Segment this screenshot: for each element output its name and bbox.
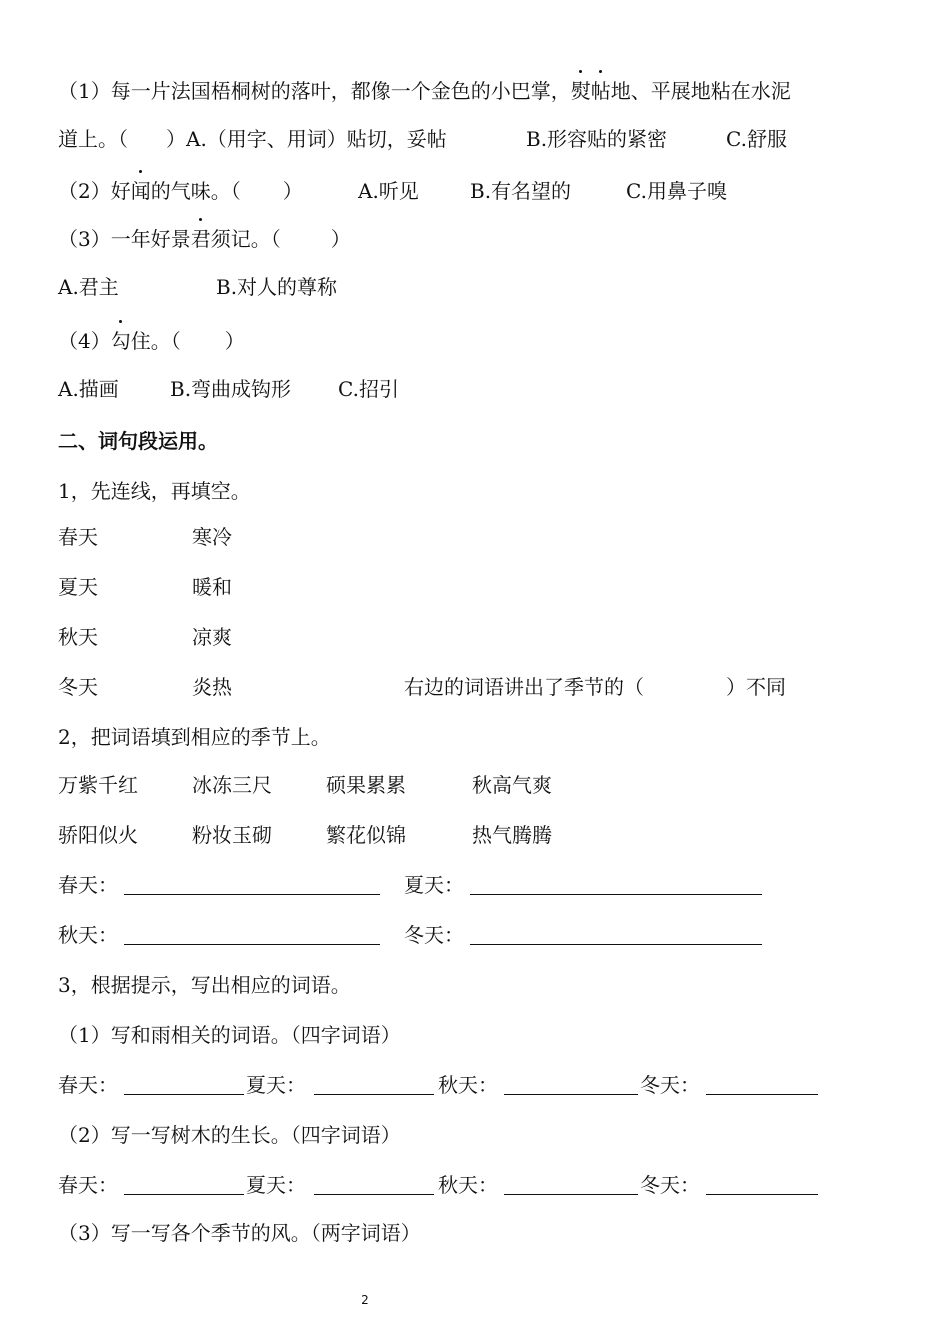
season-label: 春天： bbox=[58, 1073, 118, 1097]
dotted-char: 帖 bbox=[590, 79, 611, 103]
paren-close: ） bbox=[330, 227, 351, 251]
task3-sub3: （3）写一写各个季节的风。（两字词语） bbox=[58, 1221, 421, 1245]
task2-title: 2，把词语填到相应的季节上。 bbox=[58, 725, 331, 749]
match-word[interactable]: 炎热 bbox=[192, 675, 232, 699]
word-bank-item: 粉妆玉砌 bbox=[192, 823, 272, 847]
word-bank-item: 冰冻三尺 bbox=[192, 773, 272, 797]
season-label: 秋天： bbox=[58, 923, 118, 947]
task3-sub1: （1）写和雨相关的词语。（四字词语） bbox=[58, 1023, 401, 1047]
option-b: B.形容贴的紧密 bbox=[526, 127, 668, 151]
season-label: 冬天： bbox=[404, 923, 464, 947]
season-word[interactable]: 夏天 bbox=[58, 575, 98, 599]
task3-sub2: （2）写一写树木的生长。（四字词语） bbox=[58, 1123, 401, 1147]
answer-line[interactable] bbox=[470, 944, 762, 945]
answer-line[interactable] bbox=[504, 1194, 638, 1195]
fill-sentence-post: ）不同 bbox=[726, 675, 786, 699]
match-word[interactable]: 寒冷 bbox=[192, 525, 232, 549]
dotted-char: 君 bbox=[190, 227, 211, 251]
task1-title: 1，先连线，再填空。 bbox=[58, 479, 251, 503]
word-bank-item: 硕果累累 bbox=[326, 773, 406, 797]
fill-sentence bbox=[404, 674, 786, 700]
q1-item4-line bbox=[58, 328, 245, 354]
q1-item2-text: 的气味。（ bbox=[150, 179, 241, 203]
answer-line[interactable] bbox=[706, 1094, 818, 1095]
paren-close: ） bbox=[224, 329, 245, 353]
answer-line[interactable] bbox=[314, 1194, 434, 1195]
option-b: B.弯曲成钩形 bbox=[170, 377, 292, 401]
section-heading: 二、词句段运用。 bbox=[58, 429, 218, 453]
q1-item1-text: 地、平展地粘在水泥 bbox=[610, 79, 791, 103]
q1-item4-text: （4） bbox=[58, 329, 111, 353]
q1-item1-prompt: 道上。（ bbox=[58, 127, 128, 151]
page-number: 2 bbox=[361, 1293, 369, 1307]
season-label: 春天： bbox=[58, 1173, 118, 1197]
option-b: B.有名望的 bbox=[470, 179, 572, 203]
answer-line[interactable] bbox=[504, 1094, 638, 1095]
option-c: C.舒服 bbox=[726, 127, 787, 151]
season-label: 冬天： bbox=[640, 1073, 700, 1097]
q1-item4-text: 住。（ bbox=[130, 329, 181, 353]
q1-item1-text: （1）每一片法国梧桐树的落叶，都像一个金色的小巴掌， bbox=[58, 79, 571, 103]
season-label: 夏天： bbox=[246, 1173, 306, 1197]
dotted-char: 熨 bbox=[570, 79, 591, 103]
q1-item2-text: （2）好 bbox=[58, 179, 131, 203]
answer-line[interactable] bbox=[470, 894, 762, 895]
match-word[interactable]: 凉爽 bbox=[192, 625, 232, 649]
season-label: 冬天： bbox=[640, 1173, 700, 1197]
season-label: 秋天： bbox=[438, 1073, 498, 1097]
option-a: A.君主 bbox=[58, 275, 119, 299]
season-word[interactable]: 秋天 bbox=[58, 625, 98, 649]
season-word[interactable]: 春天 bbox=[58, 525, 98, 549]
option-c: C.用鼻子嗅 bbox=[626, 179, 727, 203]
fill-sentence-pre: 右边的词语讲出了季节的（ bbox=[404, 675, 644, 699]
answer-line[interactable] bbox=[124, 1194, 244, 1195]
word-bank-item: 热气腾腾 bbox=[472, 823, 552, 847]
paren-close: ） bbox=[282, 179, 303, 203]
season-label: 夏天： bbox=[246, 1073, 306, 1097]
season-label: 春天： bbox=[58, 873, 118, 897]
q1-item3-text: （3）一年好景 bbox=[58, 227, 191, 251]
task3-title: 3，根据提示，写出相应的词语。 bbox=[58, 973, 351, 997]
q1-item3-text: 须记。（ bbox=[210, 227, 281, 251]
season-label: 夏天： bbox=[404, 873, 464, 897]
option-b: B.对人的尊称 bbox=[216, 275, 338, 299]
q1-item3-line bbox=[58, 226, 351, 252]
option-a: A.听见 bbox=[358, 179, 419, 203]
match-word[interactable]: 暖和 bbox=[192, 575, 232, 599]
option-a: ）A.（用字、用词）贴切，妥帖 bbox=[166, 127, 447, 151]
season-word[interactable]: 冬天 bbox=[58, 675, 98, 699]
answer-line[interactable] bbox=[314, 1094, 434, 1095]
answer-line[interactable] bbox=[124, 894, 380, 895]
word-bank-item: 秋高气爽 bbox=[472, 773, 552, 797]
answer-line[interactable] bbox=[124, 944, 380, 945]
option-a: A.描画 bbox=[58, 377, 119, 401]
option-c: C.招引 bbox=[338, 377, 399, 401]
word-bank-item: 繁花似锦 bbox=[326, 823, 406, 847]
q1-item1-line1 bbox=[58, 78, 791, 104]
dotted-char: 勾 bbox=[110, 329, 131, 353]
answer-line[interactable] bbox=[706, 1194, 818, 1195]
word-bank-item: 万紫千红 bbox=[58, 773, 138, 797]
season-label: 秋天： bbox=[438, 1173, 498, 1197]
answer-line[interactable] bbox=[124, 1094, 244, 1095]
word-bank-item: 骄阳似火 bbox=[58, 823, 138, 847]
dotted-char: 闻 bbox=[130, 179, 151, 203]
